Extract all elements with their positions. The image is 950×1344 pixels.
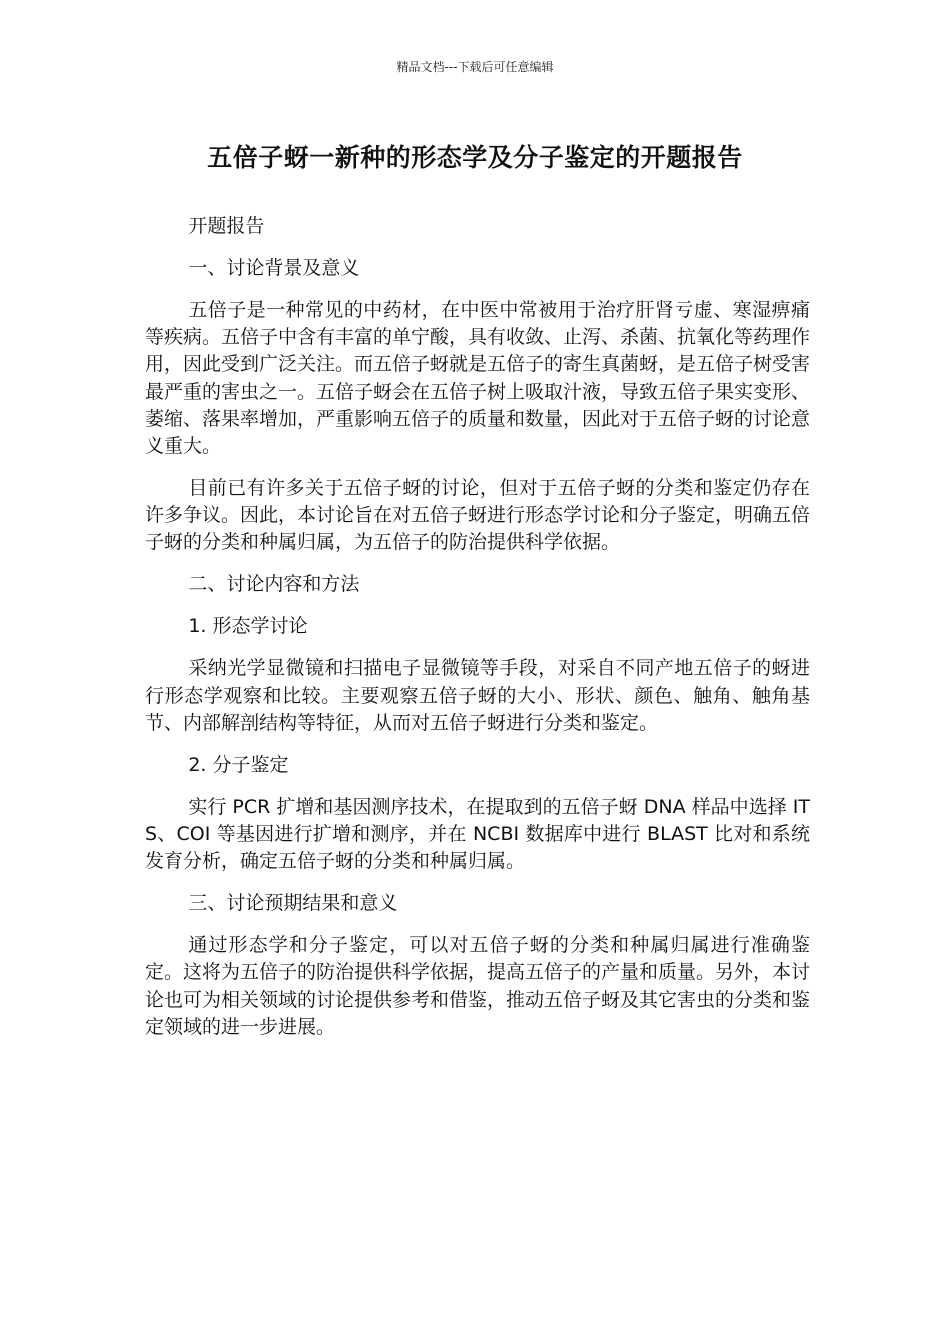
section-heading-expected-results: 三、讨论预期结果和意义 [188, 892, 398, 915]
section-heading-methods: 二、讨论内容和方法 [188, 573, 360, 596]
paragraph-background-2: 目前已有许多关于五倍子蚜的讨论，但对于五倍子蚜的分类和鉴定仍存在许多争议。因此，本讨论旨在对五倍子蚜进行形态学讨论和分子鉴定，明确五倍子蚜的分类和种属归属，为五倍子的防治提供科学依据。 [145, 477, 811, 554]
header-note: 精品文档---下载后可任意编辑 [396, 60, 554, 74]
document-title: 五倍子蚜一新种的形态学及分子鉴定的开题报告 [207, 143, 743, 172]
paragraph-morphology: 采纳光学显微镜和扫描电子显微镜等手段，对采自不同产地五倍子的蚜进行形态学观察和比较。主要观察五倍子蚜的大小、形状、颜色、触角、触角基节、内部解剖结构等特征，从而对五倍子蚜进行分类和鉴定。 [145, 657, 810, 734]
subheading-morphology: 1. 形态学讨论 [188, 615, 308, 638]
report-label: 开题报告 [188, 215, 265, 237]
subheading-molecular: 2. 分子鉴定 [188, 753, 289, 776]
paragraph-molecular: 实行 PCR 扩增和基因测序技术，在提取到的五倍子蚜 DNA 样品中选择 ITS、COI 等基因进行扩增和测序，并在 NCBI 数据库中进行 BLAST 比对和系统发育分析，确定五倍子蚜的分类和种属归属。 [145, 795, 810, 873]
paragraph-background-1: 五倍子是一种常见的中药材，在中医中常被用于治疗肝肾亏虚、寒湿痹痛等疾病。五倍子中含有丰富的单宁酸，具有收敛、止泻、杀菌、抗氧化等药理作用，因此受到广泛关注。而五倍子蚜就是五倍子的寄生真菌蚜，是五倍子树受害最严重的害虫之一。五倍子蚜会在五倍子树上吸取汁液，导致五倍子果实变形、萎缩、落果率增加，严重影响五倍子的质量和数量，因此对于五倍子蚜的讨论意义重大。 [145, 299, 811, 458]
document-body [145, 213, 810, 1056]
section-heading-background: 一、讨论背景及意义 [188, 257, 360, 279]
paragraph-expected-results: 通过形态学和分子鉴定，可以对五倍子蚜的分类和种属归属进行准确鉴定。这将为五倍子的防治提供科学依据，提高五倍子的产量和质量。另外，本讨论也可为相关领域的讨论提供参考和借鉴，推动五倍子蚜及其它害虫的分类和鉴定领域的进一步进展。 [145, 934, 811, 1038]
